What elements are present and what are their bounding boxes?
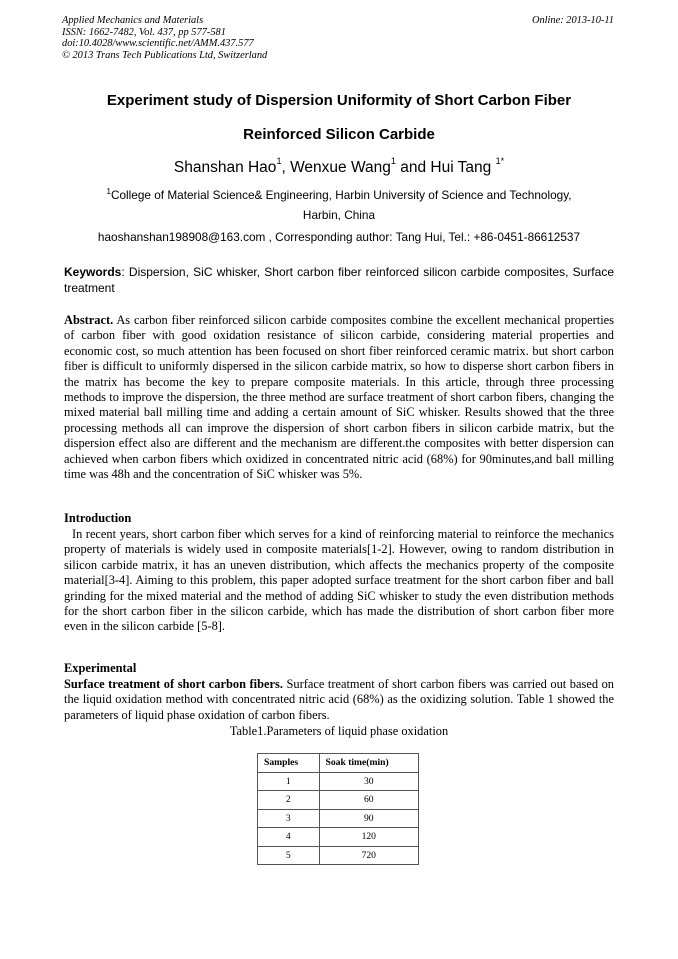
table-row bbox=[258, 846, 419, 865]
sample-cell: 2 bbox=[258, 791, 320, 810]
author-list bbox=[40, 158, 638, 177]
author-separator: , bbox=[281, 159, 291, 177]
issn-line: ISSN: 1662-7482, Vol. 437, pp 577-581 bbox=[62, 26, 226, 38]
affiliation-mark: 1 bbox=[106, 187, 111, 196]
keywords-label: Keywords bbox=[64, 265, 122, 279]
column-header-soak-time: Soak time(min) bbox=[319, 754, 418, 773]
table-row bbox=[258, 828, 419, 847]
subsection-text: Surface treatment of short carbon fibers was carried out based on the liquid oxidation method with concentrated nitric acid (68%) as the oxidizing solution. Table 1 showed the parameters of liquid phase oxidation of carbon fibers. bbox=[64, 677, 614, 722]
author-name: Shanshan Hao bbox=[173, 159, 277, 177]
soak-time-cell: 90 bbox=[319, 809, 418, 828]
author-affiliation-mark: 1 bbox=[390, 156, 396, 166]
introduction-text: In recent years, short carbon fiber which serves for a kind of reinforcing material to reinforce the mechanics property of materials is widely used in composite materials[1-2]. However, owing to random distribution in silicon carbide matrix, it has an uneven distribution, which affects the mechanics property of the composite material[3-4]. Aiming to this problem, this paper adopted surface treatment for the short carbon fiber and ball grinding for the mixed material and the method of adding SiC whisker to study the even distribution methods for the short carbon fiber in the silicon carbide, which has made the distribution of short carbon fiber more even in the silicon carbide [5-8]. bbox=[64, 527, 614, 634]
journal-name: Applied Mechanics and Materials bbox=[62, 15, 204, 26]
experimental-heading: Experimental bbox=[64, 661, 137, 675]
sample-cell: 3 bbox=[258, 809, 320, 828]
online-date: Online: 2013-10-11 bbox=[531, 15, 614, 26]
contact-line: haoshanshan198908@163.com , Corresponding author: Tang Hui, Tel.: +86-0451-86612537 bbox=[97, 230, 581, 244]
abstract bbox=[64, 313, 614, 482]
author-affiliation-mark: 1* bbox=[495, 156, 505, 166]
soak-time-cell: 720 bbox=[319, 846, 418, 865]
running-header bbox=[62, 15, 267, 61]
table-row bbox=[258, 791, 419, 810]
table-row bbox=[258, 809, 419, 828]
doi-line: doi:10.4028/www.scientific.net/AMM.437.577 bbox=[62, 38, 254, 49]
author-affiliation-mark: 1 bbox=[276, 156, 282, 166]
table-row bbox=[258, 772, 419, 791]
keywords-text: : Dispersion, SiC whisker, Short carbon fiber reinforced silicon carbide composites, Surface treatment bbox=[64, 265, 614, 295]
paper-title-line-2: Reinforced Silicon Carbide bbox=[243, 126, 435, 143]
author-name: Wenxue Wang bbox=[290, 159, 391, 177]
author-separator: and bbox=[395, 159, 431, 177]
sample-cell: 4 bbox=[258, 828, 320, 847]
experimental-text bbox=[64, 677, 614, 723]
soak-time-cell: 30 bbox=[319, 772, 418, 791]
copyright-line: © 2013 Trans Tech Publications Ltd, Switzerland bbox=[62, 49, 268, 61]
soak-time-cell: 120 bbox=[319, 828, 418, 847]
sample-cell: 1 bbox=[258, 772, 320, 791]
subsection-label: Surface treatment of short carbon fibers. bbox=[64, 677, 283, 691]
affiliation-line-1 bbox=[40, 187, 638, 202]
abstract-label: Abstract. bbox=[64, 313, 114, 327]
abstract-text: As carbon fiber reinforced silicon carbide composites combine the excellent mechanical properties of carbon fiber with good oxidation resistance of silicon carbide, considering material properties and economic cost, so much attention has been focused on short fiber reinforced ceramic matrix. but short carbon fiber is difficult to uniformly dispersed in the silicon carbide matrix, so how to disperse short carbon fibers in the matrix has become the key to prepare composite materials. In this article, through three processing methods to improve the dispersion, the three method are surface treatment of short carbon fibers, changing the mixed material ball milling time and adding a certain amount of SiC whisker. Results showed that the three processing methods all can improve the dispersion of short carbon fibers in silicon carbide matrix, but the dispersion effect also are different and the mechanism are different.the composites with better dispersion can achieved when carbon fibers which oxidized in concentrated nitric acid (68%) for 90minutes,and ball milling time was 48h and the concentration of SiC whisker was 5%. bbox=[64, 313, 614, 482]
parameters-table bbox=[257, 753, 419, 865]
affiliation-line-2: Harbin, China bbox=[302, 208, 376, 222]
author-name: Hui Tang bbox=[430, 159, 492, 177]
soak-time-cell: 60 bbox=[319, 791, 418, 810]
column-header-samples: Samples bbox=[258, 754, 320, 773]
table-header-row bbox=[258, 754, 419, 773]
sample-cell: 5 bbox=[258, 846, 320, 865]
paper-title-line-1: Experiment study of Dispersion Uniformity of Short Carbon Fiber bbox=[106, 92, 572, 109]
table-caption: Table1.Parameters of liquid phase oxidation bbox=[229, 724, 449, 738]
introduction-heading: Introduction bbox=[64, 511, 132, 525]
affiliation-text: College of Material Science& Engineering, Harbin University of Science and Technology, bbox=[110, 187, 572, 202]
keywords bbox=[64, 264, 614, 296]
